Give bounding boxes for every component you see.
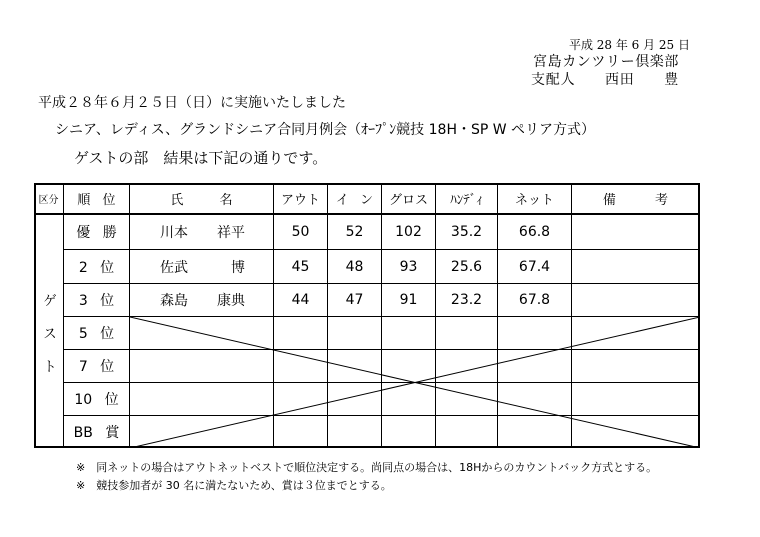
remarks-cell — [572, 250, 700, 284]
category-label: ゲスト — [41, 293, 57, 392]
rank-cell: 優 勝 — [64, 215, 130, 250]
col-header-remarks: 備 考 — [572, 183, 700, 215]
empty-name-cell — [130, 350, 274, 383]
in-score: 47 — [328, 284, 382, 317]
remarks-cell — [572, 317, 700, 350]
col-header-rank: 順 位 — [64, 183, 130, 215]
category-cell — [34, 215, 64, 448]
empty-handicap-cell — [436, 317, 498, 350]
remarks-cell — [572, 284, 700, 317]
player-name-cell — [130, 215, 274, 250]
handicap-value: 23.2 — [436, 284, 498, 317]
empty-out-cell — [274, 317, 328, 350]
given-name: 博 — [231, 259, 245, 276]
empty-in-cell — [328, 383, 382, 416]
empty-gross-cell — [382, 383, 436, 416]
given-name: 康典 — [217, 293, 245, 309]
net-score: 67.8 — [498, 284, 572, 317]
family-name: 川本 — [160, 225, 188, 241]
empty-out-cell — [274, 416, 328, 448]
empty-name-cell — [130, 416, 274, 448]
rank-cell: 2 位 — [64, 250, 130, 284]
in-score: 48 — [328, 250, 382, 284]
rank-cell: 5 位 — [64, 317, 130, 350]
issue-date: 平成 28 年 6 月 25 日 — [568, 38, 690, 52]
empty-name-cell — [130, 317, 274, 350]
empty-handicap-cell — [436, 383, 498, 416]
club-name: 宮島カンツリー倶楽部 — [533, 54, 679, 70]
remarks-cell — [572, 383, 700, 416]
in-score: 52 — [328, 215, 382, 250]
empty-handicap-cell — [436, 350, 498, 383]
empty-out-cell — [274, 383, 328, 416]
empty-out-cell — [274, 350, 328, 383]
remarks-cell — [572, 215, 700, 250]
col-header-gross: グロス — [382, 183, 436, 215]
col-header-name: 氏 名 — [130, 183, 274, 215]
gross-score: 91 — [382, 284, 436, 317]
note-2: ※ 競技参加者が 30 名に満たないため、賞は３位までとする。 — [76, 479, 392, 492]
empty-in-cell — [328, 317, 382, 350]
empty-net-cell — [498, 317, 572, 350]
empty-gross-cell — [382, 416, 436, 448]
remarks-cell — [572, 416, 700, 448]
col-header-in: イ ン — [328, 183, 382, 215]
player-name-cell — [130, 284, 274, 317]
rank-cell: 10 位 — [64, 383, 130, 416]
player-name-cell — [130, 250, 274, 284]
handicap-value: 35.2 — [436, 215, 498, 250]
family-name: 森島 — [160, 293, 188, 309]
out-score: 50 — [274, 215, 328, 250]
col-header-handicap: ﾊﾝﾃﾞｨ — [436, 183, 498, 215]
results-table — [34, 183, 700, 448]
empty-net-cell — [498, 416, 572, 448]
empty-net-cell — [498, 350, 572, 383]
family-name: 佐武 — [160, 259, 188, 276]
rank-cell: 3 位 — [64, 284, 130, 317]
event-date-line: 平成２８年６月２５日（日）に実施いたしました — [38, 95, 346, 111]
note-1: ※ 同ネットの場合はアウトネットベストで順位決定する。尚同点の場合は、18Hからのカウントバック方式とする。 — [76, 461, 658, 474]
division-line: ゲストの部 結果は下記の通りです。 — [74, 149, 328, 167]
col-header-category: 区分 — [34, 183, 64, 215]
empty-name-cell — [130, 383, 274, 416]
empty-in-cell — [328, 350, 382, 383]
manager-signature: 支配人 西田 豊 — [531, 72, 679, 88]
gross-score: 93 — [382, 250, 436, 284]
event-title-line: シニア、レディス、グランドシニア合同月例会（ｵｰﾌﾟﾝ競技 18H・SP W ペリア方式） — [55, 122, 596, 138]
given-name: 祥平 — [217, 225, 245, 241]
empty-gross-cell — [382, 317, 436, 350]
col-header-out: アウト — [274, 183, 328, 215]
out-score: 45 — [274, 250, 328, 284]
remarks-cell — [572, 350, 700, 383]
net-score: 67.4 — [498, 250, 572, 284]
net-score: 66.8 — [498, 215, 572, 250]
empty-net-cell — [498, 383, 572, 416]
out-score: 44 — [274, 284, 328, 317]
handicap-value: 25.6 — [436, 250, 498, 284]
gross-score: 102 — [382, 215, 436, 250]
empty-handicap-cell — [436, 416, 498, 448]
empty-in-cell — [328, 416, 382, 448]
rank-cell: BB 賞 — [64, 416, 130, 448]
col-header-net: ネット — [498, 183, 572, 215]
empty-gross-cell — [382, 350, 436, 383]
rank-cell: 7 位 — [64, 350, 130, 383]
